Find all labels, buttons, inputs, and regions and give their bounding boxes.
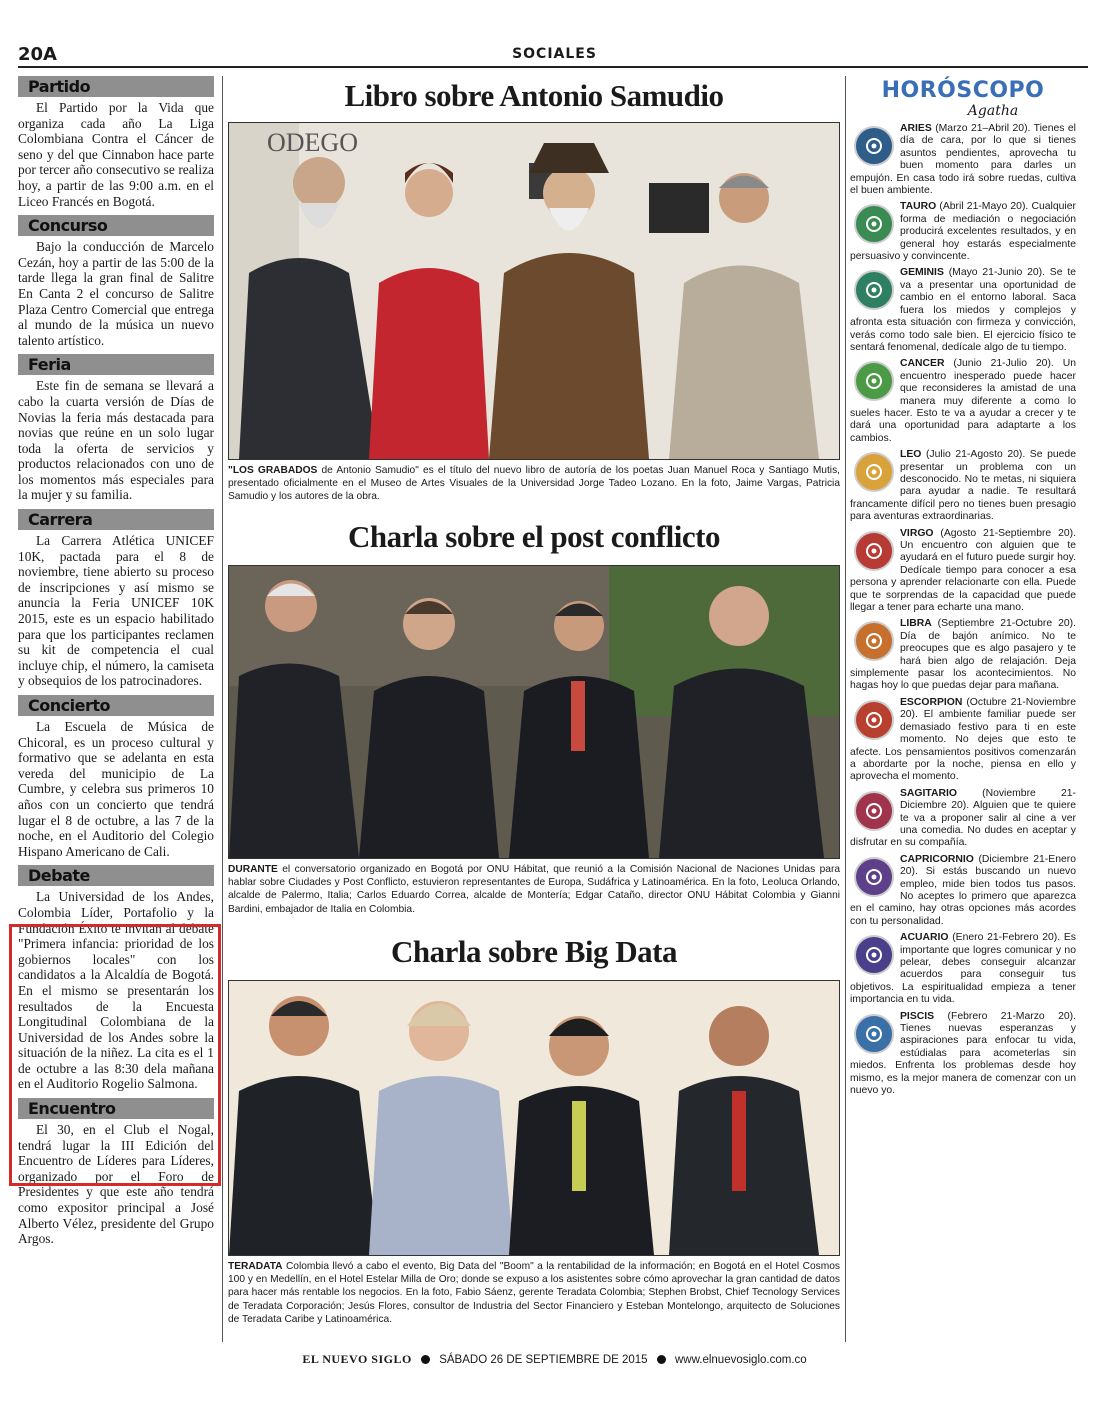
sign-name: CAPRICORNIO (900, 853, 974, 865)
leo-icon (854, 452, 894, 492)
horoscope-sign-geminis (850, 267, 1076, 354)
footer-brand: EL NUEVO SIGLO (302, 1352, 412, 1366)
capricorn-icon (854, 857, 894, 897)
section-title: SOCIALES (512, 46, 597, 62)
sign-dates: (Septiembre 21-Octubre 20). (931, 618, 1076, 630)
pisces-icon (854, 1014, 894, 1054)
debate-highlight-box (9, 924, 221, 1186)
footer-dot (657, 1355, 666, 1364)
sign-text: Día de bajón anímico. No te preocupes que es algo pasajero y te hará bien algo de relajación. Deja simplemente pasar los acontecimientos. No hagas hoy lo que puedas dejar para mañana. (850, 630, 1076, 692)
caption-body: el conversatorio organizado en Bogotá por ONU Hábitat, que reunió a la Comisión Nacional de Naciones Unidas para hablar sobre Ciudades y Post Conflicto, estuvieron representantes de Europa, Sudáfrica y Latinoamérica. En la foto, Leoluca Orlando, alcalde de Palermo, Italia; Carlos Eduardo Correa, alcalde de Montería; Edgar Cataño, director ONU Hábitat Colombia y Gianni Bardini, embajador de Italia en Colombia. (228, 864, 840, 915)
horoscope-sign-escorpion (850, 697, 1076, 784)
sign-name: ESCORPION (900, 696, 963, 708)
brief-body: Este fin de semana se llevará a cabo la cuarta versión de Días de Novias la feria más destacada para novias que reúne en un solo lugar toda la oferta de servicios y productos relacionados con uno de los momentos más especiales para la mujer y su familia. (18, 378, 214, 503)
gemini-icon (854, 270, 894, 310)
story-postconflicto (228, 517, 840, 916)
horoscope-sign-capricornio (850, 854, 1076, 928)
brief-title: Concierto (18, 695, 214, 716)
story-photo (228, 122, 840, 460)
caption-body: de Antonio Samudio" es el título del nuevo libro de autoría de los poetas Juan Manuel Roca y Santiago Mutis, presentado oficialmente en el Museo de Artes Visuales de la Universidad Jorge Tadeo Lozano. En la foto, Jaime Vargas, Patricia Samudio y los autores de la obra. (228, 465, 840, 503)
horoscope-signs (850, 123, 1076, 1097)
sign-text: Tienes el día de cara, por lo que si tienes asuntos pendientes, aprovecha tu buen momento para darles un empujón. En casa todo irá sobre ruedas, cultiva el buen ambiente. (850, 123, 1076, 197)
sign-name: ACUARIO (900, 932, 949, 944)
brief-title: Concurso (18, 215, 214, 236)
wall-letter: ODEGO (267, 128, 358, 157)
footer-dot (421, 1355, 430, 1364)
sign-dates: (Mayo 21-Junio 20). (943, 267, 1045, 279)
sign-name: ARIES (900, 123, 932, 134)
caption-body: Colombia llevó a cabo el evento, Big Data del "Boom" a la rentabilidad de la información; en Bogotá en el Hotel Cosmos 100 y en Medellín, en el Hotel Estelar Milla de Oro; donde se expuso a los asistentes sobre cómo aprovechar la gran cantidad de datos para hacer más rentable los negocios. En la foto, Fabio Sáenz, gerente Teradata Colombia; Stephen Brobst, Chief Tecnology Services de Teradata Corporación; Jesús Flores, consultor de Industria del Sector Financiero y Esteban Montelongo, arquitecto de Soluciones de Teradata Caribe y Latinoamérica. (228, 1261, 840, 1325)
story-caption (228, 1260, 840, 1326)
header-rule (18, 66, 1088, 68)
sign-dates: (Diciembre 21-Enero 20). (900, 853, 1076, 878)
sign-text: Cualquier forma de mediación o negociación producirá excelentes resultados, y en general hoy estarás especialmente persuasivo y convincente. (850, 201, 1076, 263)
caption-lead: DURANTE (228, 864, 278, 875)
story-headline: Charla sobre Big Data (390, 934, 677, 969)
brief-feria (18, 354, 214, 503)
sign-dates: (Enero 21-Febrero 20). (948, 932, 1061, 944)
sign-name: LIBRA (900, 618, 932, 630)
brief-partido (18, 76, 214, 209)
sign-name: LEO (900, 449, 922, 461)
sign-text: El ambiente familiar puede ser demasiado festivo para ti en este momento. No dejes que esto te afecte. Los pensamientos positivos comenzarán a abordarte por la noche, piensa en ello y aprovecha el momento. (850, 709, 1076, 783)
sign-text: Es importante que logres comunicar y no pelear, debes conseguir alcanzar acuerdos para conseguir tus objetivos. La espiritualidad empieza a tener importancia en tu vida. (850, 932, 1077, 1006)
horoscope-sign-sagitario (850, 788, 1076, 850)
photo-samudio-group (229, 123, 839, 459)
brief-carrera (18, 509, 214, 689)
scorpio-icon (854, 700, 894, 740)
caption-lead: "LOS GRABADOS (228, 465, 318, 476)
brief-title: Feria (18, 354, 214, 375)
sign-dates: (Noviembre 21-Diciembre 20). (900, 787, 1076, 812)
brief-body: Bajo la conducción de Marcelo Cezán, hoy a partir de las 5:00 de la tarde llega la gran final de Salitre En Canta 2 el concurso de Salitre Plaza Centro Comercial que entrega al mundo de la música un nuevo talento artístico. (18, 239, 214, 348)
photo-postconflicto-group (229, 566, 839, 858)
horoscope-sign-cancer (850, 358, 1076, 445)
footer-url: www.elnuevosiglo.com.co (674, 1354, 807, 1366)
footer-date: SÁBADO 26 DE SEPTIEMBRE DE 2015 (439, 1354, 648, 1366)
sign-text: Si estás buscando un nuevo empleo, mide bien todos tus pasos. No aceptes lo primero que aparezca en el camino, hay otras opciones más acordes con tu personalidad. (850, 866, 1076, 927)
brief-title: Debate (18, 865, 214, 886)
horoscope-sign-tauro (850, 201, 1076, 263)
brief-body: El Partido por la Vida que organiza cada año La Liga Colombiana Contra el Cáncer de seno y del que Cinnabon hace parte por tercer año consecutivo se realiza hoy, a partir de las 9:00 a.m. en el Liceo Francés en Bogotá. (18, 100, 214, 209)
sign-dates: (Junio 21-Julio 20). (944, 358, 1054, 370)
sign-name: SAGITARIO (900, 787, 957, 799)
aries-icon (854, 126, 894, 166)
sign-text: Un encuentro inesperado puede hacer que reconsideres la amistad de una manera muy diferente a como lo sueles hacer. Esto te va a ayudar a crecer y te dará una oportunidad para adaptarte a los cambios. (850, 358, 1076, 444)
sign-name: CANCER (900, 358, 945, 370)
brief-body: La Carrera Atlética UNICEF 10K, pactada para el 8 de noviembre, tiene abierto su proceso de inscripciones y así mismo se anuncia la Feria UNICEF 10K 2015, este es un espacio habilitado para que los participantes reclamen su kit de competencia el cual incluye chip, el número, la camiseta y obsequios de los patrocinadores. (18, 533, 214, 689)
horoscope-sign-leo (850, 449, 1076, 523)
column-rule-right (845, 76, 846, 1342)
brief-body: La Universidad de los Andes, Colombia Líder, Portafolio y la Fundación Éxito te invitan al debate "Primera infancia: prioridad de los gobiernos locales" con los candidatos a la Alcaldía de Bogotá. En el mismo se presentarán los resultados de la Encuesta Longitudinal Colombiana de la Universidad de los Andes sobre la situación de la niñez. La cita es el 1 de octubre a las 8:30 dela mañana en el Auditorio Rogelio Salmona. (18, 889, 214, 1092)
brief-body: La Escuela de Música de Chicoral, es un proceso cultural y formativo que se adelanta en esta vereda del municipio de La Cumbre, y celebra sus primeros 10 años con un concierto que tendrá lugar el 8 de octubre, a las 7 de la noche, en el Auditorio del Colegio Hispano Americano de Cali. (18, 719, 214, 859)
story-photo (228, 980, 840, 1256)
horoscope-sign-virgo (850, 528, 1076, 615)
horoscope-sign-acuario (850, 932, 1076, 1006)
horoscope-sign-aries (850, 123, 1076, 197)
sign-text: Se te va a presentar una oportunidad de cambio en el entorno laboral. Saca fuera los miedos y complejos y afronta esta situación con firmeza y convicción, verás como todo sale bien. El ejercicio físico te sentará fenomenal, dedícale algo de tu tiempo. (850, 267, 1076, 353)
sign-text: Un encuentro con alguien que te ayudará en el futuro puede surgir hoy. Dedícale tiempo para conocer a esa persona y aprender relacionarte con ella. Puede que te sorprendas de la capacidad que puede llegar a tener para echarte una mano. (850, 540, 1076, 614)
story-photo (228, 565, 840, 859)
sign-name: PISCIS (900, 1010, 935, 1022)
sign-text: Se puede presentar un problema con un desconocido. No te metas, ni siquiera para ayudar a nadie. Te resultará francamente difícil pero no tienes buen presagio para aventuras extraordinarias. (850, 449, 1076, 523)
horoscope-column (850, 78, 1076, 1101)
sign-dates: (Octubre 21-Noviembre 20). (900, 696, 1076, 721)
story-headline: Libro sobre Antonio Samudio (344, 78, 724, 113)
taurus-icon (854, 204, 894, 244)
sagittarius-icon (854, 791, 894, 831)
brief-concurso (18, 215, 214, 348)
story-headline: Charla sobre el post conflicto (348, 519, 720, 554)
horoscope-sign-libra (850, 618, 1076, 692)
brief-title: Encuentro (18, 1098, 214, 1119)
cancer-icon (854, 361, 894, 401)
sign-dates: (Agosto 21-Septiembre 20). (933, 527, 1076, 539)
page-number: 20A (18, 44, 57, 65)
sign-text: Alguien que te quiere te va a proponer salir al cine a ver una comedia. No dudes en aceptar y disfrutar en su compañía. (850, 800, 1077, 849)
horoscope-title: HORÓSCOPO (881, 78, 1045, 103)
story-bigdata (228, 932, 840, 1326)
aquarius-icon (854, 935, 894, 975)
sign-dates: (Abril 21-Mayo 20). (936, 201, 1029, 213)
sign-name: GEMINIS (900, 267, 944, 279)
horoscope-author: Agatha (967, 103, 1019, 119)
libra-icon (854, 621, 894, 661)
sign-name: VIRGO (900, 527, 934, 539)
brief-body: El 30, en el Club el Nogal, tendrá lugar la III Edición del Encuentro de Líderes para Líderes, organizado por el Foro de Presidentes y que este año tendrá como expositor principal a José Alberto Vélez, presidente del Grupo Argos. (18, 1122, 214, 1247)
horoscope-sign-piscis (850, 1011, 1076, 1098)
brief-concierto (18, 695, 214, 859)
sign-text: Tienes nuevas esperanzas y aspiraciones para enfocar tu vida, estúdialas para acometerlas sin miedos. Enfrenta los problemas desde hoy mismo, es la mejor manera de comenzar con un nuevo yo. (850, 1023, 1076, 1097)
brief-title: Partido (18, 76, 214, 97)
brief-title: Carrera (18, 509, 214, 530)
story-caption (228, 464, 840, 504)
story-caption (228, 863, 840, 916)
story-samudio (228, 76, 840, 504)
sign-dates: (Julio 21-Agosto 20). (921, 449, 1026, 461)
photo-bigdata-group (229, 981, 839, 1255)
virgo-icon (854, 531, 894, 571)
caption-lead: TERADATA (228, 1261, 283, 1272)
sign-dates: (Febrero 21-Marzo 20). (934, 1010, 1076, 1022)
sign-name: TAURO (900, 201, 937, 213)
column-rule-left (222, 76, 223, 1342)
sign-dates: (Marzo 21–Abril 20). (931, 123, 1031, 134)
page-footer (0, 1352, 1109, 1367)
